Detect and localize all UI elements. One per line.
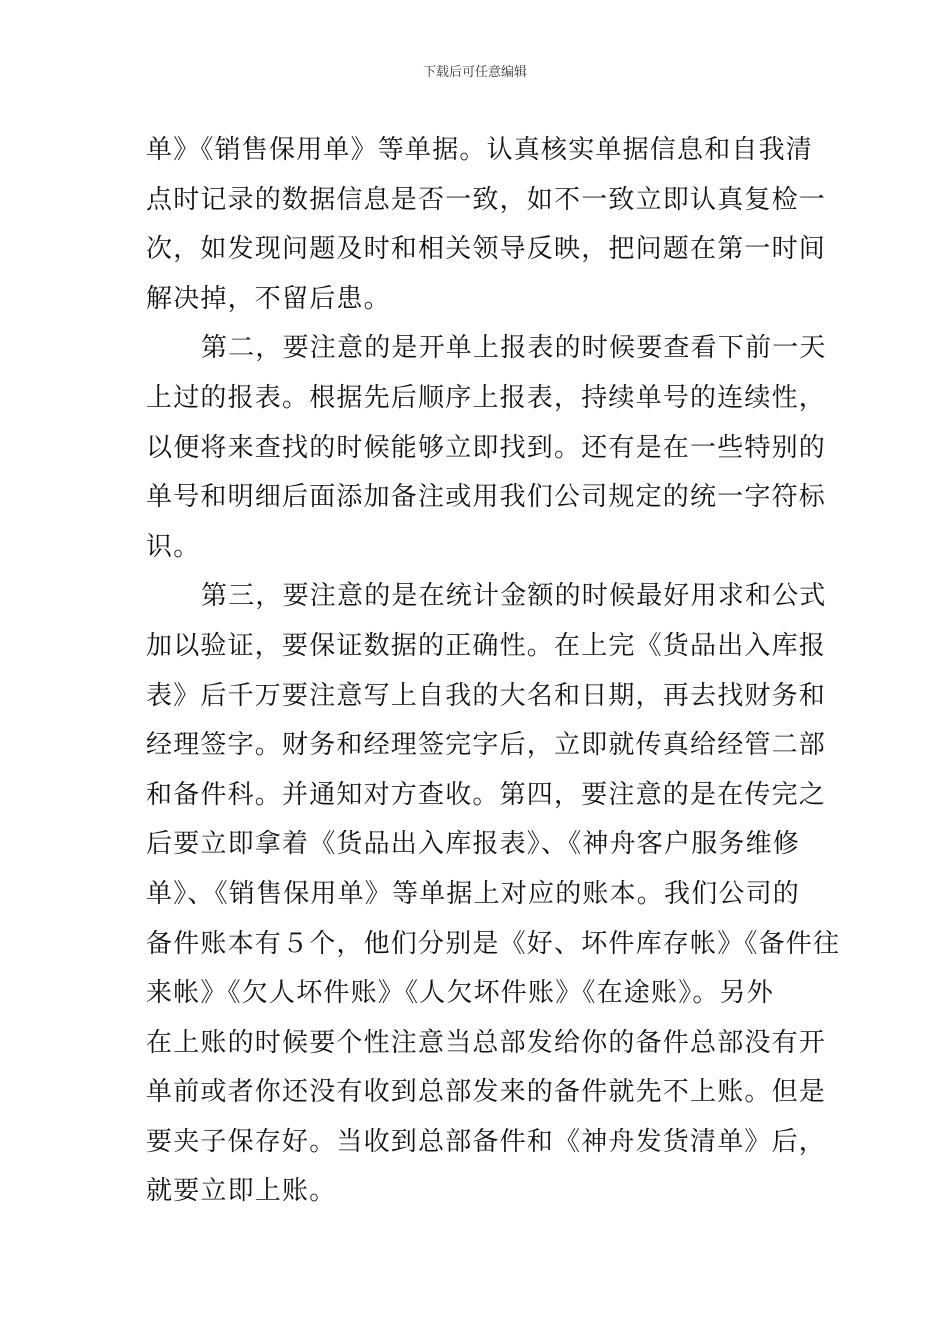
document-body [146, 126, 841, 1217]
paragraph-line: 就要立即上账。 [146, 1176, 337, 1207]
paragraph-line: 加以验证，要保证数据的正确性。在上完《货品出入库报 [146, 630, 827, 661]
paragraph-line: 单号和明细后面添加备注或用我们公司规定的统一字符标 [146, 482, 827, 513]
paragraph-line: 识。 [146, 531, 201, 562]
paragraph-line: 点时记录的数据信息是否一致，如不一致立即认真复检一 [146, 184, 827, 215]
paragraph-line: 要夹子保存好。当收到总部备件和《神舟发货清单》后， [146, 1126, 827, 1157]
paragraph-line: 来帐》《欠人坏件账》《人欠坏件账》《在途账》。另外 [146, 978, 775, 1009]
paragraph-line: 第二，要注意的是开单上报表的时候要查看下前一天 [201, 333, 827, 364]
paragraph-line: 表》后千万要注意写上自我的大名和日期，再去找财务和 [146, 680, 827, 711]
paragraph-line: 上过的报表。根据先后顺序上报表，持续单号的连续性， [146, 382, 827, 413]
paragraph-line: 单》、《销售保用单》等单据上对应的账本。我们公司的 [146, 878, 801, 909]
paragraph-1 [146, 126, 827, 324]
paragraph-line: 单》《销售保用单》等单据。认真核实单据信息和自我清 [146, 135, 814, 165]
paragraph-line: 和备件科。并通知对方查收。第四，要注意的是在传完之 [146, 779, 827, 810]
paragraph-2 [146, 324, 827, 572]
paragraph-line: 第三，要注意的是在统计金额的时候最好用求和公式 [201, 581, 827, 612]
paragraph-3 [146, 572, 841, 1217]
paragraph-line: 以便将来查找的时候能够立即找到。还有是在一些特别的 [146, 432, 827, 463]
paragraph-line: 后要立即拿着《货品出入库报表》、《神舟客户服务维修 [146, 829, 801, 860]
paragraph-line: 经理签字。财务和经理签完字后，立即就传真给经管二部 [146, 730, 827, 761]
page-header [0, 64, 950, 82]
paragraph-line: 解决掉，不留后患。 [146, 283, 391, 314]
header-text: 下载后可任意编辑 [422, 65, 527, 80]
paragraph-line: 在上账的时候要个性注意当总部发给你的备件总部没有开 [146, 1027, 827, 1058]
paragraph-line: 单前或者你还没有收到总部发来的备件就先不上账。但是 [146, 1077, 827, 1108]
paragraph-line: 次，如发现问题及时和相关领导反映，把问题在第一时间 [146, 234, 827, 265]
paragraph-line: 备件账本有５个，他们分别是《好、坏件库存帐》《备件往 [146, 928, 841, 959]
